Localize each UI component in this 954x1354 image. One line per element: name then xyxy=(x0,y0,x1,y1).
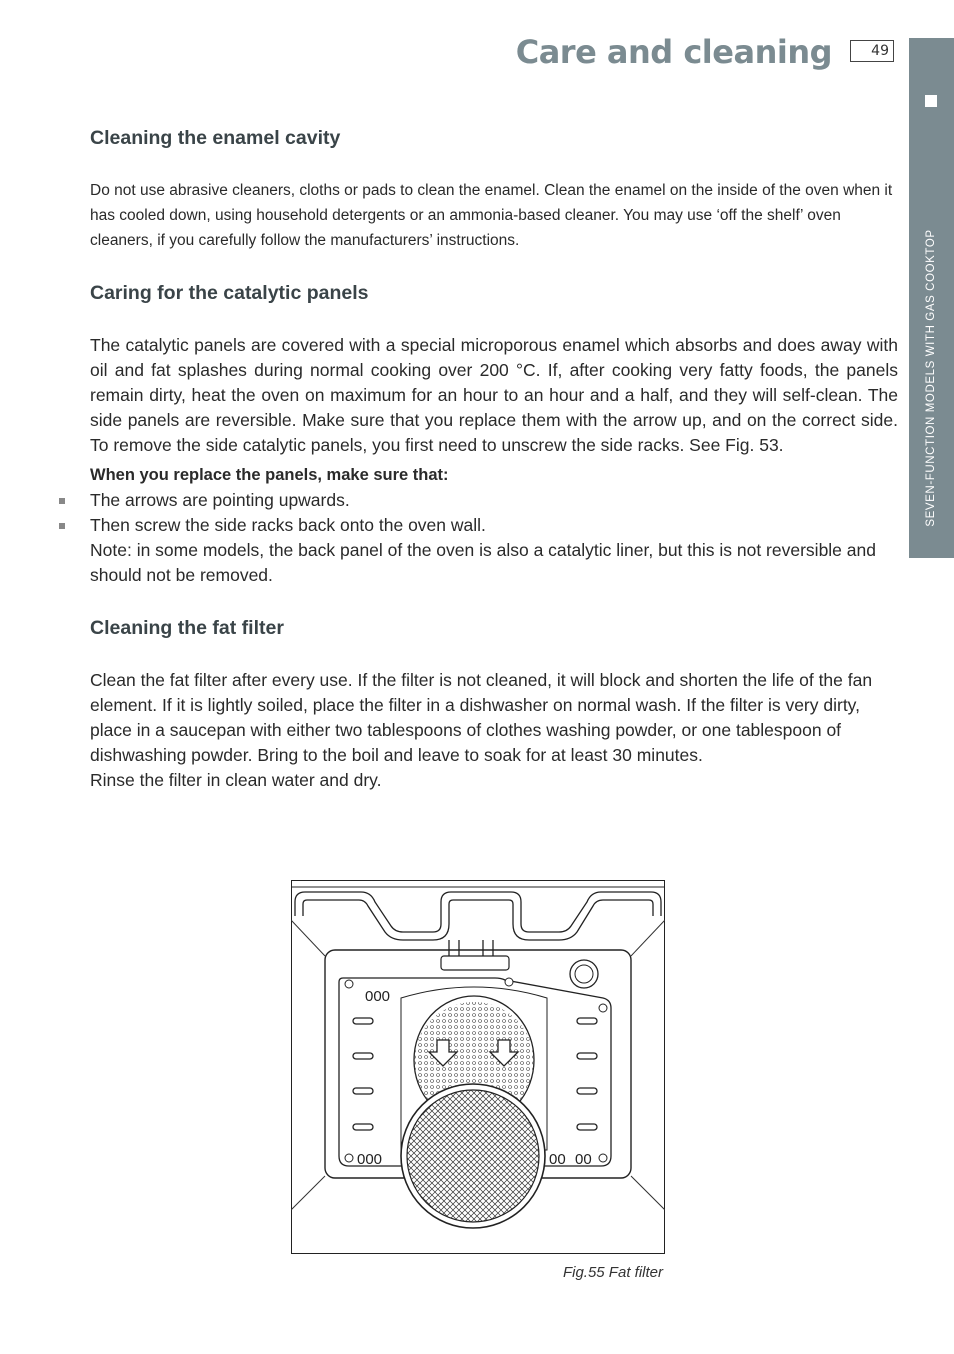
section-heading-catalytic: Caring for the catalytic panels xyxy=(90,282,369,304)
tab-square-marker xyxy=(925,95,937,107)
section-heading-enamel: Cleaning the enamel cavity xyxy=(90,127,341,149)
section-text-enamel: Do not use abrasive cleaners, cloths or pads to clean the enamel. Clean the enamel on the inside of the oven when it has cooled down, using household detergents or an ammonia-based cleaner. You may use ‘off the shelf’ oven cleaners, if you carefully follow the manufacturers’ instructions. xyxy=(90,182,893,249)
replace-label: When you replace the panels, make sure that: xyxy=(90,466,449,484)
main-content xyxy=(90,122,898,793)
page-title: Care and cleaning xyxy=(515,33,832,71)
catalytic-note: Note: in some models, the back panel of the oven is also a catalytic liner, but this is not reversible and should not be removed. xyxy=(90,540,876,585)
section-text-fat-filter: Clean the fat filter after every use. If the filter is not cleaned, it will block and shorten the life of the fan element. If it is lightly soiled, place the filter in a dishwasher on normal wash. If the filter is very dirty, place in a saucepan with either two tablespoons of clothes washing powder, or one tablespoon of dishwashing powder. Bring to the boil and leave to soak for at least 30 minutes. xyxy=(90,670,873,765)
side-tab xyxy=(909,38,954,558)
section-catalytic xyxy=(90,277,898,588)
page-number: 49 xyxy=(850,40,894,62)
figure-label: 00 xyxy=(575,1151,592,1168)
section-text-catalytic: The catalytic panels are covered with a special microporous enamel which absorbs and does away with oil and fat splashes during normal cooking over 200 °C. If, after cooking very fatty foods, the panels remain dirty, heat the oven on maximum for an hour to an hour and a half, and they will self-clean. The side panels are reversible. Make sure that you replace them with the arrow up, and on the correct side. To remove the side catalytic panels, you first need to unscrew the side racks. See Fig. 53. xyxy=(90,335,898,455)
section-fat-filter xyxy=(90,612,898,793)
list-item: Then screw the side racks back onto the oven wall. xyxy=(90,513,898,538)
oven-fat-filter-figure xyxy=(291,880,665,1254)
oven-light-icon xyxy=(570,960,598,988)
figure-label: 000 xyxy=(357,1151,383,1168)
section-text-fat-filter-rinse: Rinse the filter in clean water and dry. xyxy=(90,770,382,790)
section-heading-fat-filter: Cleaning the fat filter xyxy=(90,617,284,639)
figure-label: 00 xyxy=(549,1151,566,1168)
section-enamel xyxy=(90,122,898,253)
figure-label: 000 xyxy=(365,988,391,1005)
side-tab-label: SEVEN-FUNCTION MODELS WITH GAS COOKTOP xyxy=(925,229,937,527)
oven-diagram xyxy=(291,880,665,1254)
bullet-list xyxy=(90,488,898,538)
list-item: The arrows are pointing upwards. xyxy=(90,488,898,513)
figure-caption: Fig.55 Fat filter xyxy=(562,1264,663,1281)
